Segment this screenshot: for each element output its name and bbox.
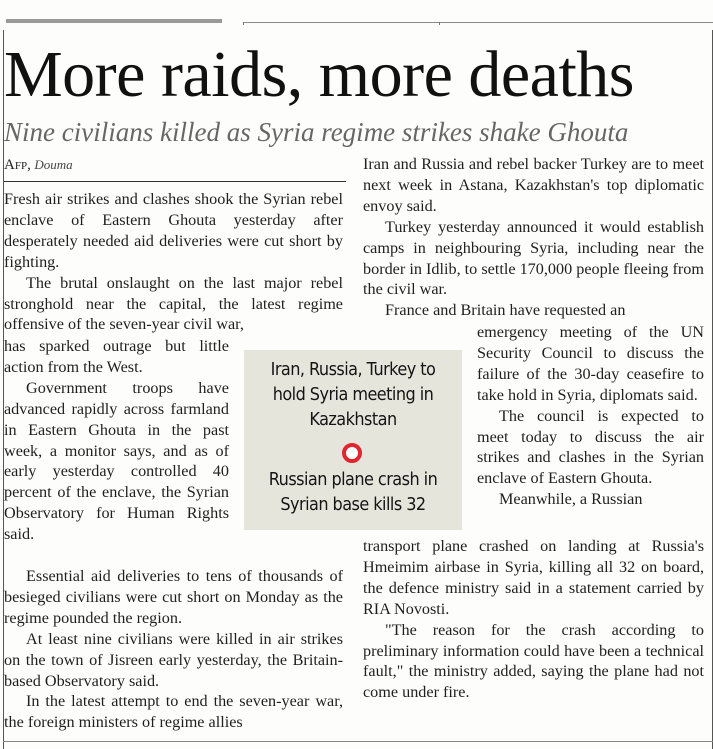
rule-tick [439, 22, 440, 25]
paragraph: transport plane crashed on landing at Russia's Hmeimim airbase in Syria, killing all 32 on board, the defence ministry said in a statement carried by RIA Novosti. [363, 537, 704, 618]
paragraph: has sparked outrage but little action from the West. [4, 337, 229, 376]
paragraph: Meanwhile, a Russian [499, 490, 643, 509]
subheadline: Nine civilians killed as Syria regime strikes shake Ghouta [4, 117, 629, 147]
paragraph: Government troops have advanced rapidly across farmland in Eastern Ghouta in the past week, a monitor says, and as of early yesterday controlled 40 percent of the enclave, the Syrian Observatory for Human Rights said. [4, 378, 229, 544]
column-2-bottom [363, 536, 704, 703]
paragraph: Fresh air strikes and clashes shook the Syrian rebel enclave of Eastern Ghouta yesterday after desperately needed aid deliveries were cut short by fighting. [4, 190, 343, 271]
section-top-bar [6, 19, 222, 23]
rule-tick [243, 22, 244, 25]
fact-box [244, 350, 462, 530]
paragraph: At least nine civilians were killed in air strikes on the town of Jisreen early yesterday, the Britain-based Observatory said. [4, 629, 343, 690]
paragraph: The council is expected to meet today to discuss the air strikes and clashes in the Syrian enclave of Eastern Ghouta. [477, 406, 704, 488]
column-1-bottom [4, 566, 343, 733]
byline [4, 156, 73, 175]
column-2-wrap [477, 322, 704, 510]
paragraph: Essential aid deliveries to tens of thousands of besieged civilians were cut short on Monday as the regime pounded the region. [4, 567, 343, 627]
fact-box-item-2: Russian plane crash in Syrian base kills 32 [268, 470, 438, 515]
column-1-wrap [4, 336, 229, 545]
bottom-rule [3, 741, 713, 742]
paragraph: emergency meeting of the UN Security Council to discuss the failure of the 30-day ceasefire to take hold in Syria, diplomats said. [477, 323, 704, 404]
column-2-top [363, 154, 704, 321]
paragraph: The brutal onslaught on the last major rebel stronghold near the capital, the latest regime offensive of the seven-year civil war, [4, 273, 343, 334]
byline-agency: Afp, [4, 157, 31, 173]
fact-box-item-1: Iran, Russia, Turkey to hold Syria meeting in Kazakhstan [270, 360, 436, 430]
byline-rule [4, 181, 346, 182]
header-rule [243, 22, 713, 23]
paragraph: Turkey yesterday announced it would establish camps in neighbouring Syria, including near the border in Idlib, to settle 170,000 people fleeing from the civil war. [363, 217, 704, 299]
bullet-icon [342, 443, 362, 463]
paragraph: "The reason for the crash according to preliminary information could have been a technical fault," the ministry added, saying the plane had not come under fire. [363, 620, 704, 702]
byline-dateline: Douma [34, 157, 73, 172]
paragraph: Iran and Russia and rebel backer Turkey are to meet next week in Astana, Kazakhstan's top diplomatic envoy said. [363, 155, 704, 215]
paragraph: In the latest attempt to end the seven-year war, the foreign ministers of regime allies [4, 692, 343, 732]
paragraph: France and Britain have requested an [385, 301, 626, 320]
column-1-top [4, 189, 343, 335]
headline: More raids, more deaths [4, 38, 634, 111]
